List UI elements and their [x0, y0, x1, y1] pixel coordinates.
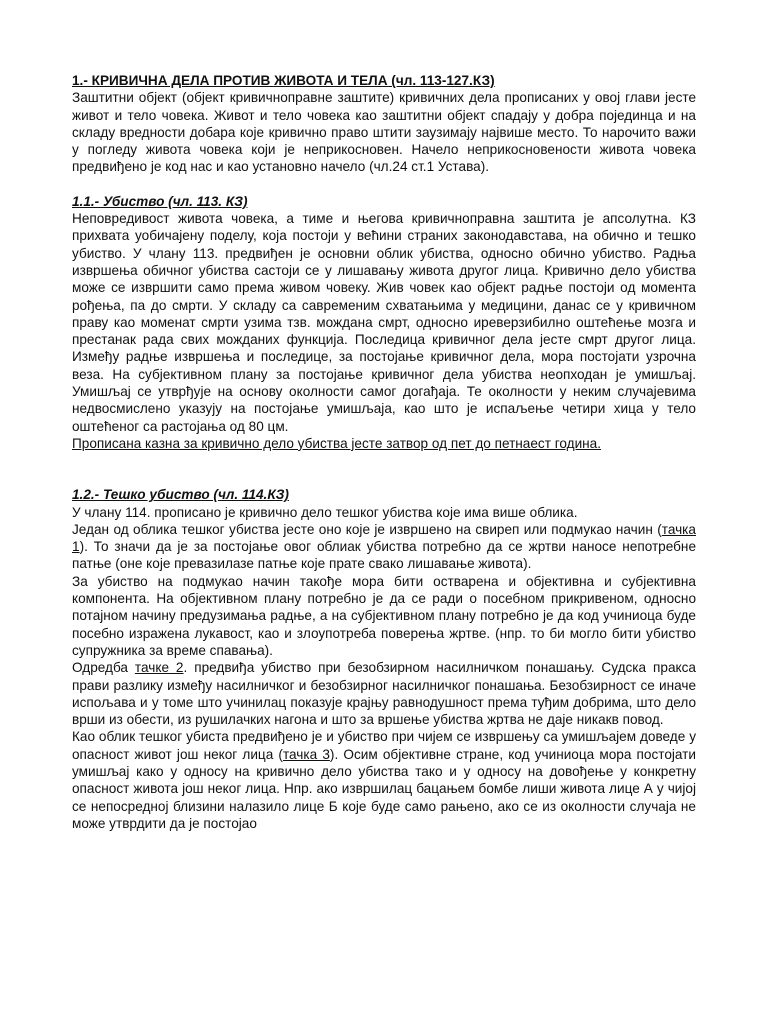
paragraph	[72, 659, 696, 728]
section-1	[72, 72, 696, 176]
section-1-1	[72, 193, 696, 452]
text-run: ). Осим објективне стране, код учиниоца мора постојати умишљај како у односу на кривично дело убиства тако и у односу на довођење у конкретну опасност живота још неког лица. Нпр. ако извршилац бацањем бомбе лиши живота лице А у чијој се непосредној близини налазило лице Б које буде само рањено, ако се из околности случаја не може утврдити да је постојао	[72, 746, 696, 831]
text-run: ). То значи да је за постојање овог облиак убиства потребно да се жртви наносе непотребне патње (оне које превазилазе патње које прате свако лишавање живота).	[72, 539, 696, 572]
text-run: Одредба	[72, 660, 135, 676]
section-1-2	[72, 486, 696, 832]
paragraph	[72, 728, 696, 832]
point-reference: тачке 2	[134, 660, 184, 676]
text-run: Као облик тешког убиста предвиђено је и убиство при чијем се извршењу са умишљајем доведе у опасност живот још неког лица (	[72, 729, 696, 762]
section-heading: 1.1.- Убиство (чл. 113. КЗ)	[72, 193, 248, 209]
section-heading: 1.2.- Тешко убиство (чл. 114.КЗ)	[72, 487, 289, 503]
paragraph: Заштитни објект (објект кривичноправне заштите) кривичних дела прописаних у овој глави јесте живот и тело човека. Живот и тело човека као заштитни објект спадају у добра појединца и на складу вредности добара које кривично право штити заузимају највише место. То нарочито важи у погледу живота човека који је неприкосновен. Начело неприкосновености живота човека предвиђено је код нас и као установно начело (чл.24 ст.1 Устава).	[72, 90, 696, 175]
paragraph: За убиство на подмукао начин такође мора бити остварена и објективна и субјективна компонента. На објективном плану потребно је да се ради о посебном прикривеном, односно потајном начину предузимања радње, а на субјективном плану потребно је да код учиниоца буде посебно изражена лукавост, као и злоупотреба поверења жртве. (нпр. то би могло бити убиство супружника за време спавања).	[72, 573, 696, 658]
paragraph: Неповредивост живота човека, а тиме и његова кривичноправна заштита је апсолутна. КЗ прихвата уобичајену поделу, која постоји у већини страних законодавстава, на обично и тешко убиство. У члану 113. предвиђен је основни облик убиства, односно обично убиство. Радња извршења обичног убиства састоји се у лишавању живота другог лица. Кривично дело убиства може се извршити само према живом човеку. Жив човек као објект радње постоји од момента рођења, па до смрти. У складу са савременим схватањима у медицини, данас се у кривичном праву као моменат смрти узима тзв. мождана смрт, односно иреверзибилно оштећење мозга и престанак рада свих можданих функција. Последица кривичног дела јесте смрт другог лица. Између радње извршења и последице, за постојање кривичног дела, мора постојати узрочна веза. На субјективном плану за постојање кривичног дела убиства неопходан је умишљај. Умишљај се утврђује на основу околности самог догађаја. Те околности у неким случајевима недвосмислено указују на постојање умишљаја, као што је испаљење четири хица у тело оштећеног са растојања од 80 цм.	[72, 211, 696, 434]
text-run: . предвиђа убиство при безобзирном насилничком понашању. Судска пракса прави разлику између насилничког и безобзирног насилничког понашања. Безобзирност се иначе испољава и у томе што учинилац показује крајњу равнодушност према туђим добрима, што дело врши из обести, из рушилачких нагона и што за вршење убиства жртва не даје никакв повод.	[72, 660, 696, 728]
text-run: Један од облика тешког убиства јесте оно које је извршено на свиреп или подмукао начин (	[72, 521, 662, 537]
paragraph: У члану 114. прописано је кривично дело тешког убиства које има више облика.	[72, 504, 578, 520]
penalty-note: Прописана казна за кривично дело убиства јесте затвор од пет до петнаест година.	[72, 435, 602, 451]
point-reference: тачка 3	[282, 746, 330, 762]
section-heading: 1.- КРИВИЧНА ДЕЛА ПРОТИВ ЖИВОТА И ТЕЛА (чл. 113-127.КЗ)	[72, 73, 495, 88]
point-reference: тачка 1	[72, 521, 696, 555]
spacer	[72, 452, 696, 486]
paragraph	[72, 521, 696, 573]
spacer	[72, 176, 696, 193]
